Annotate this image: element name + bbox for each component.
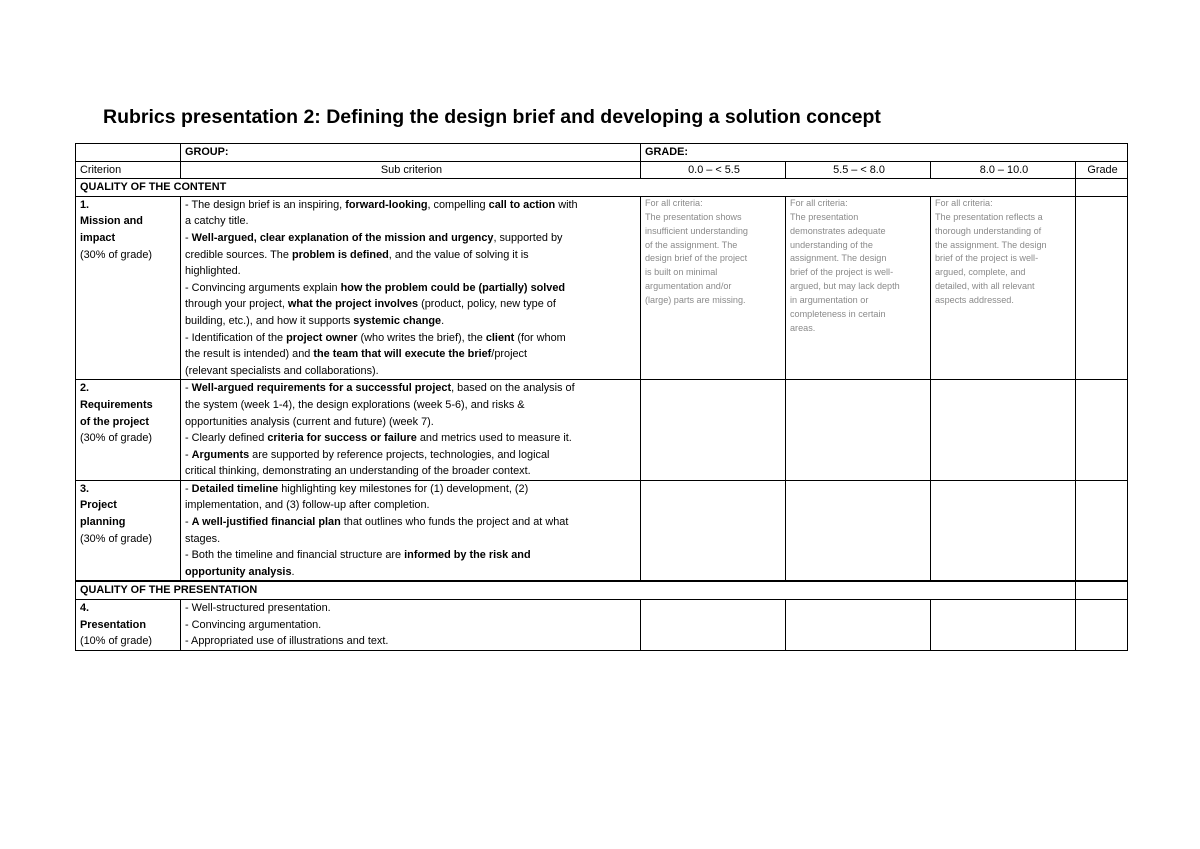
sub-criterion-line (185, 600, 638, 617)
level-description-line: The presentation reflects a (935, 211, 1043, 222)
sub-criterion-line (185, 447, 638, 464)
level-description-line: argumentation and/or (645, 281, 732, 292)
level-description-line: brief of the project is well- (935, 253, 1039, 264)
emphasized-text: criteria for success or failure (267, 432, 417, 445)
level-description-line: of the assignment. The (645, 239, 738, 250)
text-run: the system (week 1-4), the design explorations (week 5-6), and risks & (185, 398, 525, 411)
emphasized-text: call to action (488, 198, 556, 211)
text-run: credible sources. The (185, 248, 292, 261)
text-run: and metrics used to measure it. (416, 432, 572, 445)
level-description-line: For all criteria: (645, 197, 703, 208)
sub-criterion-line (185, 230, 638, 247)
sub-criterion-line (185, 481, 638, 498)
sub-criterion-line (185, 213, 638, 230)
text-run: - The design brief is an inspiring, (185, 198, 346, 211)
level-1-header: 0.0 – < 5.5 (641, 161, 786, 179)
criterion-name: of the project (80, 415, 149, 428)
level-description-line: is built on minimal (645, 267, 718, 278)
criterion-number: 3. (80, 482, 90, 495)
text-run: /project (491, 348, 528, 361)
sub-criterion-line (185, 280, 638, 297)
sub-criterion-line (185, 430, 638, 447)
level-2-header: 5.5 – < 8.0 (786, 161, 931, 179)
criterion-number: 4. (80, 602, 90, 615)
level-2-description (786, 196, 931, 380)
level-description-line: design brief of the project (645, 253, 748, 264)
sub-criterion-line (185, 531, 638, 548)
level-3-cell (931, 480, 1076, 581)
text-run: - (185, 231, 192, 244)
sub-criterion-line (185, 463, 638, 480)
level-description-line: thorough understanding of (935, 225, 1042, 236)
criterion-number: 2. (80, 382, 90, 395)
level-3-cell (931, 600, 1076, 651)
sub-criterion-line (185, 414, 638, 431)
level-description-line: demonstrates adequate (790, 225, 886, 236)
text-run: (relevant specialists and collaborations). (185, 364, 379, 377)
text-run: - Clearly defined (185, 432, 268, 445)
sub-criterion-line (185, 633, 638, 650)
text-run: (who writes the brief), the (357, 331, 486, 344)
text-run: stages. (185, 532, 221, 545)
level-3-header: 8.0 – 10.0 (931, 161, 1076, 179)
header-row (76, 161, 1128, 179)
sub-criterion-line (185, 313, 638, 330)
criterion-number: 1. (80, 198, 90, 211)
text-run: , based on the analysis of (451, 382, 575, 395)
level-1-cell (641, 380, 786, 481)
level-description-line: The presentation shows (645, 211, 742, 222)
level-2-cell (786, 380, 931, 481)
section-row-presentation (76, 581, 1128, 599)
sub-criterion-line (185, 547, 638, 564)
criterion-name: planning (80, 516, 126, 529)
text-run: . (441, 314, 445, 327)
criterion-row (76, 480, 1128, 581)
level-description-line: the assignment. The design (935, 239, 1047, 250)
emphasized-text: Arguments (191, 448, 250, 461)
level-description-line: assignment. The design (790, 253, 887, 264)
section-row-content (76, 179, 1128, 197)
rubric-table (75, 143, 1128, 651)
text-run: - Identification of the (185, 331, 287, 344)
emphasized-text: problem is defined (291, 248, 389, 261)
sub-criterion-line (185, 263, 638, 280)
emphasized-text: Well-argued requirements for a successful project (191, 382, 452, 395)
text-run: through your project, (185, 298, 288, 311)
level-description-line: detailed, with all relevant (935, 281, 1035, 292)
emphasized-text: client (485, 331, 515, 344)
sub-criterion-cell (181, 380, 641, 481)
emphasized-text: what the project involves (287, 298, 419, 311)
emphasized-text: the team that will execute the brief (313, 348, 492, 361)
text-run: building, etc.), and how it supports (185, 314, 354, 327)
level-description-line: For all criteria: (790, 197, 848, 208)
sub-criterion-line (185, 346, 638, 363)
criterion-weight: (30% of grade) (80, 248, 153, 261)
level-description-line: areas. (790, 322, 816, 333)
emphasized-text: Well-argued, clear explanation of the mission and urgency (191, 231, 494, 244)
sub-criterion-cell (181, 196, 641, 380)
criterion-name: Requirements (80, 398, 153, 411)
page-title: Rubrics presentation 2: Defining the design brief and developing a solution concept (103, 106, 881, 128)
criterion-row (76, 600, 1128, 651)
text-run: . (291, 565, 295, 578)
level-1-cell (641, 600, 786, 651)
text-run: highlighted. (185, 265, 241, 278)
text-run: implementation, and (3) follow-up after completion. (185, 499, 430, 512)
text-run: - Convincing argumentation. (185, 618, 322, 631)
level-3-description (931, 196, 1076, 380)
level-description-line: aspects addressed. (935, 295, 1014, 306)
text-run: are supported by reference projects, technologies, and logical (249, 448, 550, 461)
text-run: - Well-structured presentation. (185, 602, 331, 615)
emphasized-text: project owner (286, 331, 358, 344)
level-description-line: The presentation (790, 211, 859, 222)
emphasized-text: how the problem could be (partially) solved (340, 281, 566, 294)
criterion-cell (76, 196, 181, 380)
empty-cell (1076, 581, 1128, 599)
text-run: - Convincing arguments explain (185, 281, 341, 294)
sub-criterion-cell (181, 600, 641, 651)
emphasized-text: Detailed timeline (191, 482, 279, 495)
sub-criterion-line (185, 564, 638, 581)
criterion-row (76, 196, 1128, 380)
emphasized-text: systemic change (353, 314, 442, 327)
empty-cell (76, 144, 181, 162)
level-1-description (641, 196, 786, 380)
section-title-content: QUALITY OF THE CONTENT (76, 179, 1076, 197)
level-1-cell (641, 480, 786, 581)
level-description-line: completeness in certain (790, 309, 886, 320)
text-run: (product, policy, new type of (418, 298, 556, 311)
sub-criterion-line (185, 497, 638, 514)
level-description-line: (large) parts are missing. (645, 295, 746, 306)
sub-criterion-line (185, 514, 638, 531)
sub-criterion-line (185, 397, 638, 414)
criterion-cell (76, 600, 181, 651)
sub-criterion-line (185, 617, 638, 634)
text-run: a catchy title. (185, 215, 249, 228)
level-2-cell (786, 480, 931, 581)
criterion-name: Presentation (80, 618, 146, 631)
sub-criterion-line (185, 363, 638, 380)
grade-cell (1076, 600, 1128, 651)
sub-criterion-line (185, 247, 638, 264)
sub-criterion-header: Sub criterion (181, 161, 641, 179)
level-description-line: insufficient understanding (645, 225, 748, 236)
level-2-cell (786, 600, 931, 651)
text-run: - Both the timeline and financial structure are (185, 549, 405, 562)
group-label: GROUP: (181, 144, 641, 162)
grade-cell (1076, 480, 1128, 581)
grade-cell (1076, 196, 1128, 380)
text-run: - (185, 382, 192, 395)
group-grade-row (76, 144, 1128, 162)
empty-cell (1076, 179, 1128, 197)
emphasized-text: A well-justified financial plan (191, 516, 341, 529)
grade-cell (1076, 380, 1128, 481)
text-run: with (555, 198, 578, 211)
criterion-name: Project (80, 499, 117, 512)
level-description-line: brief of the project is well- (790, 267, 894, 278)
criterion-name: Mission and (80, 215, 143, 228)
level-3-cell (931, 380, 1076, 481)
text-run: - (185, 482, 192, 495)
level-description-line: For all criteria: (935, 197, 993, 208)
grade-header: Grade (1076, 161, 1128, 179)
criterion-cell (76, 480, 181, 581)
section-title-presentation: QUALITY OF THE PRESENTATION (76, 581, 1076, 599)
level-description-line: argued, complete, and (935, 267, 1026, 278)
text-run: the result is intended) and (185, 348, 314, 361)
sub-criterion-line (185, 380, 638, 397)
grade-label: GRADE: (641, 144, 1128, 162)
criterion-row (76, 380, 1128, 481)
text-run: (for whom (514, 331, 566, 344)
text-run: , supported by (493, 231, 563, 244)
text-run: - Appropriated use of illustrations and text. (185, 635, 389, 648)
text-run: , compelling (427, 198, 489, 211)
text-run: highlighting key milestones for (1) development, (2) (278, 482, 529, 495)
criterion-header: Criterion (76, 161, 181, 179)
text-run: - (185, 448, 192, 461)
criterion-cell (76, 380, 181, 481)
criterion-weight: (30% of grade) (80, 532, 153, 545)
sub-criterion-cell (181, 480, 641, 581)
emphasized-text: informed by the risk and (404, 549, 531, 562)
text-run: opportunities analysis (current and future) (week 7). (185, 415, 434, 428)
level-description-line: in argumentation or (790, 295, 869, 306)
emphasized-text: forward-looking (345, 198, 428, 211)
sub-criterion-line (185, 197, 638, 214)
emphasized-text: opportunity analysis (185, 565, 292, 578)
text-run: that outlines who funds the project and at what (340, 516, 569, 529)
level-description-line: argued, but may lack depth (790, 281, 900, 292)
criterion-weight: (10% of grade) (80, 635, 153, 648)
sub-criterion-line (185, 330, 638, 347)
text-run: critical thinking, demonstrating an understanding of the broader context. (185, 465, 531, 478)
text-run: - (185, 516, 192, 529)
sub-criterion-line (185, 296, 638, 313)
criterion-name: impact (80, 231, 116, 244)
level-description-line: understanding of the (790, 239, 873, 250)
text-run: , and the value of solving it is (388, 248, 529, 261)
criterion-weight: (30% of grade) (80, 432, 153, 445)
